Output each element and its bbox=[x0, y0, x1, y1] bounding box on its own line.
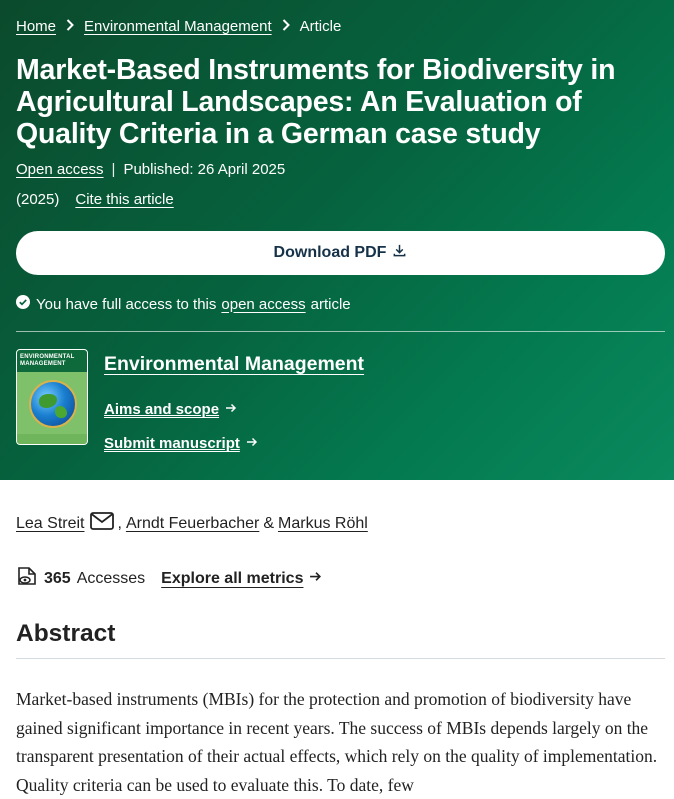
globe-land-shape bbox=[55, 406, 67, 418]
author-list bbox=[16, 512, 368, 535]
accesses-count: 365 bbox=[44, 569, 71, 587]
article-year: (2025) bbox=[16, 191, 60, 208]
accesses-icon bbox=[16, 565, 38, 592]
author-link[interactable]: Arndt Feuerbacher bbox=[125, 514, 260, 532]
explore-metrics-link[interactable]: Explore all metrics bbox=[161, 569, 304, 587]
download-icon bbox=[386, 243, 407, 263]
journal-cover-footer bbox=[17, 434, 87, 444]
cite-article-link[interactable]: Cite this article bbox=[75, 191, 174, 208]
download-pdf-button[interactable] bbox=[16, 231, 665, 275]
abstract-text: Market-based instruments (MBIs) for the protection and promotion of biodiversity have gained significant importance in recent years. The success of MBIs depends largely on the transparent presentation of their actual effects, which rely on the quality of implementation. Quality criteria can be used to evaluate this. To date, few bbox=[16, 689, 658, 795]
access-notice-suffix: article bbox=[310, 295, 351, 313]
meta-divider: | bbox=[111, 161, 116, 178]
submit-manuscript-link[interactable] bbox=[104, 435, 258, 452]
breadcrumb bbox=[16, 18, 341, 35]
abstract-heading: Abstract bbox=[16, 620, 116, 647]
submit-manuscript-label: Submit manuscript bbox=[104, 435, 240, 452]
access-notice-prefix: You have full access to this bbox=[36, 295, 217, 313]
abstract-divider bbox=[16, 658, 665, 659]
author-separator: & bbox=[263, 514, 275, 532]
hero-divider bbox=[16, 331, 665, 332]
aims-and-scope-link[interactable] bbox=[104, 401, 237, 418]
published-date: Published: 26 April 2025 bbox=[123, 161, 286, 178]
access-open-access-link[interactable]: open access bbox=[221, 295, 306, 313]
author-link[interactable]: Lea Streit bbox=[16, 514, 85, 532]
download-pdf-label: Download PDF bbox=[273, 244, 387, 261]
mail-icon[interactable] bbox=[90, 512, 114, 535]
author-separator: , bbox=[117, 514, 122, 532]
journal-cover-title: ENVIRONMENTAL MANAGEMENT bbox=[17, 350, 87, 372]
article-metrics bbox=[16, 565, 322, 592]
article-title: Market-Based Instruments for Biodiversity in Agricultural Landscapes: An Evaluation of Quality Criteria in a German case study bbox=[16, 54, 616, 150]
arrow-right-icon bbox=[225, 401, 237, 418]
open-access-link[interactable]: Open access bbox=[16, 161, 104, 178]
article-citation bbox=[16, 191, 174, 208]
arrow-right-icon bbox=[309, 570, 322, 588]
accesses-label: Accesses bbox=[76, 569, 146, 587]
chevron-right-icon bbox=[282, 18, 290, 35]
check-circle-icon bbox=[16, 295, 30, 313]
chevron-right-icon bbox=[66, 18, 74, 35]
breadcrumb-journal[interactable]: Environmental Management bbox=[84, 18, 272, 35]
author-link[interactable]: Markus Röhl bbox=[278, 514, 368, 532]
access-notice bbox=[16, 295, 351, 313]
aims-and-scope-label: Aims and scope bbox=[104, 401, 220, 418]
journal-cover[interactable] bbox=[16, 349, 88, 445]
breadcrumb-home[interactable]: Home bbox=[16, 18, 57, 35]
article-meta bbox=[16, 161, 285, 178]
arrow-right-icon bbox=[246, 435, 258, 452]
breadcrumb-current: Article bbox=[299, 18, 342, 35]
journal-name-link[interactable]: Environmental Management bbox=[104, 353, 365, 375]
